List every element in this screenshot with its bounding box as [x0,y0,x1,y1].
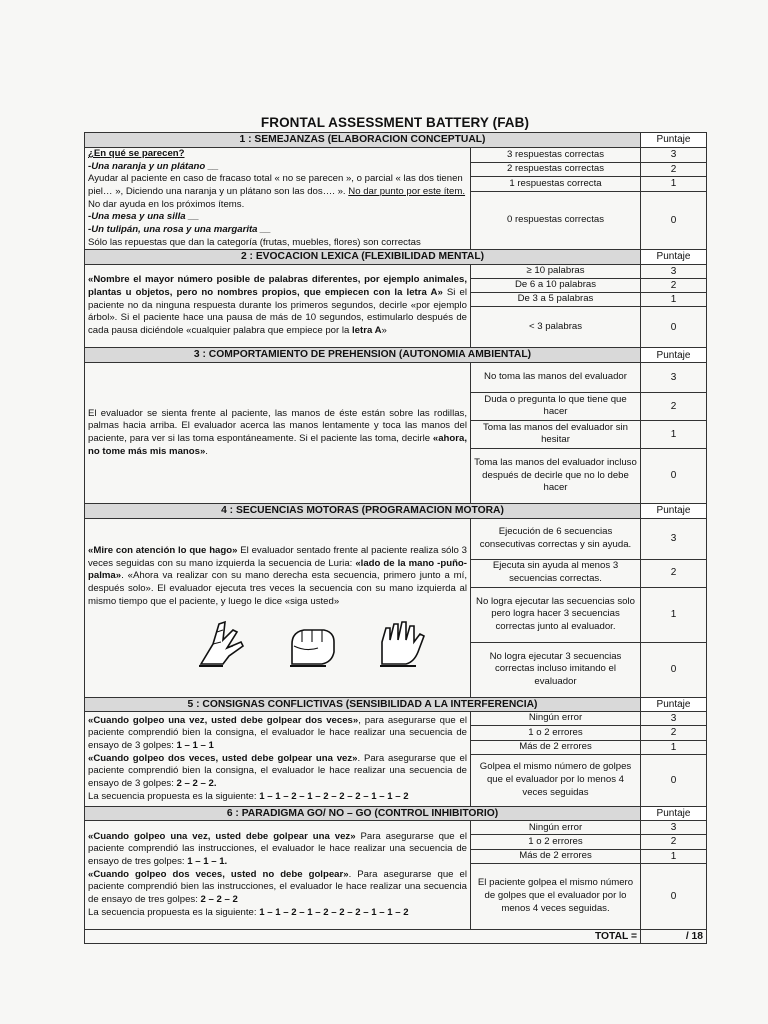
score-cell: 2 [641,835,707,849]
score-cell: 3 [641,712,707,726]
section-3-instructions [85,362,471,503]
item-text: -Una mesa y una silla __ [88,211,199,223]
section-5-header [85,697,707,712]
response-cell: 1 o 2 errores [471,726,641,740]
score-cell: 0 [641,307,707,348]
response-cell: ≥ 10 palabras [471,264,641,278]
score-header: Puntaje [641,348,707,363]
response-cell: 0 respuestas correctas [471,191,641,250]
sequence-text: 2 – 2 – 2 [200,894,238,906]
score-cell: 2 [641,392,707,420]
score-cell: 2 [641,279,707,293]
sequence-text: 2 – 2 – 2. [176,777,217,789]
help-text: Ayudar al paciente en caso de fracaso total « no se parecen », o parcial « las dos tienen piel… », Diciendo una naranja y un plátano son las dos…. ». [88,173,463,197]
section-title: 2 : EVOCACION LEXICA (FLEXIBILIDAD MENTAL) [85,250,641,265]
score-cell: 1 [641,177,707,191]
instruction-text: . «Ahora va realizar con su mano derecha esta secuencia, primero junto a mí, después solo». El evaluador ejecuta tres veces la secuencia con su mano izquierda al mismo tiempo que el paciente, y luego le dice «siga usted» [88,570,467,607]
response-cell: Más de 2 errores [471,849,641,863]
score-cell: 2 [641,163,707,177]
response-cell: No logra ejecutar 3 secuencias correctas incluso imitando el evaluador [471,642,641,697]
section-title: 5 : CONSIGNAS CONFLICTIVAS (SENSIBILIDAD A LA INTERFERENCIA) [85,697,641,712]
score-cell: 1 [641,849,707,863]
instruction-text: El evaluador se sienta frente al paciente, las manos de éste están sobre las rodillas, palmas hacia arriba. El evaluador acerca las manos lentamente y toca las manos del paciente, para ver si las toma espontáneamente. Si el paciente las toma, decirle [88,407,467,444]
instruction-bold-text: «Nombre el mayor número posible de palabras diferentes, por ejemplo animales, plantas u objetos, pero no nombres propios, que empiecen con la letra A» [88,274,467,299]
instruction-bold-text: «lado de la mano -puño-palma» [88,557,467,582]
response-cell: 1 o 2 errores [471,835,641,849]
instruction-text: Para asegurarse que el paciente comprendió las instrucciones, el evaluador le hace realizar una secuencia de ensayo de tres golpes: [88,830,467,868]
item-text: -Una naranja y un plátano __ [88,160,219,172]
response-cell: Ejecuta sin ayuda al menos 3 secuencias correctas. [471,559,641,587]
sequence-text: 1 – 1 – 1 [176,739,214,751]
score-cell: 1 [641,587,707,642]
table-row [85,148,707,163]
response-cell: Ningún error [471,821,641,835]
score-cell: 3 [641,518,707,559]
help-underlined-text: No dar punto por este ítem. [348,185,466,197]
response-cell: Golpea el mismo número de golpes que el evaluador por lo menos 4 veces seguidas [471,754,641,806]
sequence-text: 1 – 1 – 1. [187,856,228,868]
hand-fist-icon [282,618,342,670]
total-value: / 18 [641,929,707,944]
section-2-header [85,250,707,265]
instruction-bold-text: «ahora, no tome más mis manos» [88,432,467,457]
section-4-header [85,503,707,518]
section-title: 4 : SECUENCIAS MOTORAS (PROGRAMACION MOTORA) [85,503,641,518]
score-cell: 0 [641,448,707,503]
response-cell: De 3 a 5 palabras [471,293,641,307]
score-header: Puntaje [641,697,707,712]
instruction-text: , para asegurarse que el paciente comprendió bien la consigna, el evaluador le hace realizar una secuencia de ensayo de 3 golpes: [88,714,467,751]
instruction-bold-text: «Cuando golpeo dos veces, usted debe golpear una vez» [88,752,358,764]
section-3-header [85,348,707,363]
instruction-bold-text: «Cuando golpeo una vez, usted debe golpear dos veces» [88,714,359,726]
hand-palm-icon [372,618,432,670]
sequence-text: 1 – 1 – 2 – 1 – 2 – 2 – 2 – 1 – 1 – 2 [259,790,409,802]
score-header: Puntaje [641,503,707,518]
table-row [85,518,707,559]
response-cell: De 6 a 10 palabras [471,279,641,293]
section-1-header [85,133,707,148]
total-label: TOTAL = [85,929,641,944]
score-cell: 3 [641,821,707,835]
table-row [85,362,707,392]
question-text: ¿En qué se parecen? [88,148,185,159]
response-cell: Más de 2 errores [471,740,641,754]
response-cell: Toma las manos del evaluador sin hesitar [471,420,641,448]
instruction-bold-text: letra A [352,325,382,337]
score-cell: 1 [641,420,707,448]
instruction-text: . Para asegurarse que el paciente comprendió bien la consigna, el evaluador le hace realizar una secuencia de ensayo de 3 golpes: [88,752,467,789]
response-cell: El paciente golpea el mismo número de golpes que el evaluador por lo menos 4 veces seguidas. [471,863,641,929]
response-cell: Toma las manos del evaluador incluso después de decirle que no lo debe hacer [471,448,641,503]
score-cell: 2 [641,726,707,740]
instruction-text: Si el paciente no da ninguna respuesta durante los primeros segundos, decirle «por ejemplo árbol». Si el paciente hace una pausa de más de 10 segundos, estimularlo después de cada pausa diciéndole «cualquier palabra que empiece por la [88,287,467,337]
response-cell: No logra ejecutar las secuencias solo pero logra hacer 3 secuencias correctas junto al evaluador. [471,587,641,642]
section-6-instructions [85,821,471,930]
no-help-text: No dar ayuda en los próximos ítems. [88,198,245,210]
score-header: Puntaje [641,250,707,265]
section-title: 3 : COMPORTAMIENTO DE PREHENSION (AUTONOMIA AMBIENTAL) [85,348,641,363]
response-cell: 2 respuestas correctas [471,163,641,177]
response-cell: Ejecución de 6 secuencias consecutivas correctas y sin ayuda. [471,518,641,559]
instruction-text: La secuencia propuesta es la siguiente: [88,790,260,802]
score-cell: 0 [641,863,707,929]
instruction-text: . Para asegurarse que el paciente comprendió bien las instrucciones, el evaluador le hace realizar una secuencia de ensayo de tres golpes: [88,868,467,906]
section-title: 6 : PARADIGMA GO/ NO – GO (CONTROL INHIBITORIO) [85,806,641,821]
instruction-text: La secuencia propuesta es la siguiente: [88,906,260,918]
fab-document [84,114,706,944]
response-cell: 3 respuestas correctas [471,148,641,163]
instruction-text: » [381,325,387,337]
score-cell: 2 [641,559,707,587]
score-cell: 3 [641,148,707,163]
response-cell: < 3 palabras [471,307,641,348]
item-text: -Un tulipán, una rosa y una margarita __ [88,223,271,235]
score-cell: 3 [641,362,707,392]
table-row [85,712,707,726]
fab-table [84,132,707,944]
table-row [85,264,707,278]
section-title: 1 : SEMEJANZAS (ELABORACION CONCEPTUAL) [85,133,641,148]
score-cell: 0 [641,642,707,697]
instruction-bold-text: «Mire con atención lo que hago» [88,544,238,556]
score-header: Puntaje [641,806,707,821]
score-cell: 3 [641,264,707,278]
section-2-instructions [85,264,471,348]
luria-hands-illustration [88,608,467,670]
score-cell: 1 [641,293,707,307]
sequence-text: 1 – 1 – 2 – 1 – 2 – 2 – 2 – 1 – 1 – 2 [259,906,409,918]
score-cell: 0 [641,754,707,806]
instruction-bold-text: «Cuando golpeo una vez, usted debe golpear una vez» [88,830,356,842]
score-cell: 0 [641,191,707,250]
response-cell: 1 respuestas correcta [471,177,641,191]
section-6-header [85,806,707,821]
table-row [85,821,707,835]
note-text: Sólo las repuestas que dan la categoría (frutas, muebles, flores) son correctas [88,236,421,248]
instruction-bold-text: «Cuando golpeo dos veces, usted no debe golpear» [88,868,349,880]
total-row [85,929,707,944]
score-header: Puntaje [641,133,707,148]
response-cell: Ningún error [471,712,641,726]
section-1-instructions [85,148,471,250]
response-cell: No toma las manos del evaluador [471,362,641,392]
section-5-instructions [85,712,471,807]
response-cell: Duda o pregunta lo que tiene que hacer [471,392,641,420]
instruction-text: . [205,445,208,457]
instruction-text: El evaluador sentado frente al paciente realiza sólo 3 veces seguidas con su mano izquierda la secuencia de Luria: [88,544,468,569]
hand-edge-icon [193,618,253,670]
section-4-instructions [85,518,471,697]
score-cell: 1 [641,740,707,754]
document-title: FRONTAL ASSESSMENT BATTERY (FAB) [260,115,530,130]
